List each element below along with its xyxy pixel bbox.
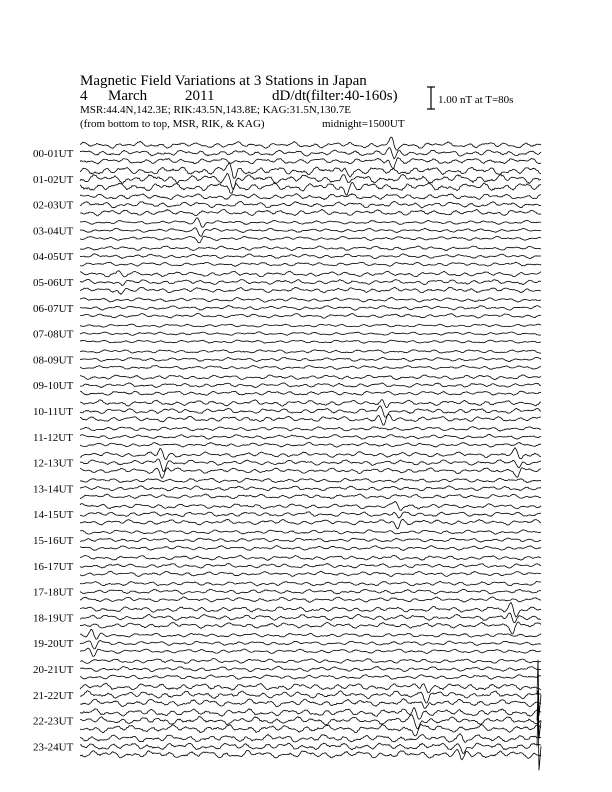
hour-label: 20-21UT: [33, 664, 74, 676]
trace-msr: [80, 597, 541, 602]
trace-rik: [80, 691, 541, 703]
trace-rik: [80, 332, 541, 335]
trace-kag: [80, 478, 541, 482]
trace-msr: [80, 313, 541, 318]
trace-msr: [80, 443, 541, 448]
scale-bar: [427, 87, 435, 109]
trace-kag: [80, 194, 541, 200]
trace-rik: [80, 640, 541, 649]
hour-label: 17-18UT: [33, 586, 74, 599]
trace-msr: [80, 340, 541, 343]
hour-label: 15-16UT: [33, 535, 74, 547]
hour-label: 08-09UT: [33, 354, 74, 367]
trace-msr: [80, 699, 541, 709]
trace-rik: [80, 715, 541, 729]
trace-kag: [80, 218, 541, 228]
hour-label: 13-14UT: [33, 483, 74, 496]
trace-rik: [80, 148, 541, 159]
hour-label: 06-07UT: [33, 302, 74, 315]
trace-rik: [80, 305, 541, 310]
hour-label: 02-03UT: [33, 199, 74, 212]
hour-label: 01-02UT: [33, 173, 74, 186]
trace-kag: [80, 324, 541, 327]
trace-kag: [80, 163, 541, 178]
trace-msr: [80, 391, 541, 395]
trace-rik: [80, 459, 541, 472]
hour-label: 22-23UT: [33, 715, 74, 728]
trace-msr: [80, 182, 541, 195]
hour-label: 19-20UT: [33, 638, 74, 651]
trace-msr: [80, 675, 541, 680]
hour-label: 07-08UT: [33, 328, 74, 341]
trace-kag: [80, 137, 541, 150]
hour-label: 11-12UT: [33, 431, 73, 444]
derivative-label: dD/dt: [272, 88, 307, 104]
trace-rik: [80, 589, 541, 594]
trace-kag: [80, 399, 541, 407]
hour-label: 16-17UT: [33, 560, 74, 573]
hour-label: 00-01UT: [33, 148, 74, 160]
trace-msr: [80, 749, 541, 759]
trace-rik: [80, 538, 541, 542]
station-coordinates: MSR:44.4N,142.3E; RIK:43.5N,143.8E; KAG:31.5N,130.7E: [80, 104, 352, 116]
trace-kag: [80, 683, 541, 693]
trace-msr: [80, 519, 541, 528]
filter-label: (filter:40-160s): [306, 88, 398, 104]
trace-rik: [80, 563, 541, 568]
trace-msr: [80, 571, 541, 576]
trace-kag: [80, 501, 541, 510]
hour-label: 12-13UT: [33, 457, 74, 470]
trace-rik: [80, 486, 541, 491]
trace-rik: [80, 406, 541, 417]
trace-kag: [80, 581, 541, 585]
date-year: 2011: [185, 88, 215, 104]
trace-msr: [80, 287, 541, 294]
trace-kag: [80, 350, 541, 354]
trace-msr: [80, 468, 541, 479]
trace-rik: [80, 173, 541, 189]
hour-label: 14-15UT: [33, 509, 74, 522]
trace-msr: [80, 365, 541, 369]
trace-rik: [80, 666, 541, 671]
trace-msr: [80, 546, 541, 551]
trace-rik: [80, 279, 541, 285]
station-order-note: (from bottom to top, MSR, RIK, & KAG): [80, 118, 265, 130]
trace-kag: [80, 734, 541, 743]
trace-msr: [80, 236, 541, 243]
trace-kag: [80, 271, 541, 277]
trace-kag: [80, 708, 541, 720]
hour-label: 10-11UT: [33, 406, 73, 418]
trace-rik: [80, 357, 541, 361]
trace-rik: [80, 254, 541, 259]
trace-kag: [80, 555, 541, 560]
scale-bar-label: 1.00 nT at T=80s: [438, 94, 514, 106]
trace-rik: [80, 383, 541, 388]
trace-rik: [80, 743, 541, 753]
trace-kag: [80, 427, 541, 431]
trace-msr: [80, 494, 541, 499]
trace-kag: [80, 629, 541, 639]
hour-label: 09-10UT: [33, 380, 74, 393]
trace-rik: [80, 512, 541, 518]
trace-kag: [80, 448, 541, 460]
date-month: March: [108, 88, 148, 104]
trace-kag: [80, 246, 541, 251]
hour-label: 18-19UT: [33, 612, 74, 625]
hour-label: 21-22UT: [33, 689, 74, 702]
trace-rik: [80, 201, 541, 208]
hour-label: 23-24UT: [33, 741, 74, 754]
hour-label: 05-06UT: [33, 277, 74, 289]
hour-label: 03-04UT: [33, 225, 74, 238]
chart-title: Magnetic Field Variations at 3 Stations in Japan: [80, 73, 367, 89]
trace-kag: [80, 375, 541, 380]
trace-rik: [80, 434, 541, 439]
trace-msr: [80, 414, 541, 425]
midnight-note: midnight=1500UT: [322, 118, 405, 130]
trace-kag: [80, 659, 541, 664]
hour-label: 04-05UT: [33, 251, 74, 264]
trace-kag: [80, 530, 541, 534]
trace-rik: [80, 613, 541, 623]
trace-msr: [80, 262, 541, 266]
trace-msr: [80, 648, 541, 656]
date-day: 4: [80, 88, 88, 104]
trace-msr: [80, 622, 541, 634]
trace-msr: [80, 724, 541, 736]
trace-kag: [80, 297, 541, 302]
trace-rik: [80, 228, 541, 237]
trace-msr: [80, 209, 541, 215]
